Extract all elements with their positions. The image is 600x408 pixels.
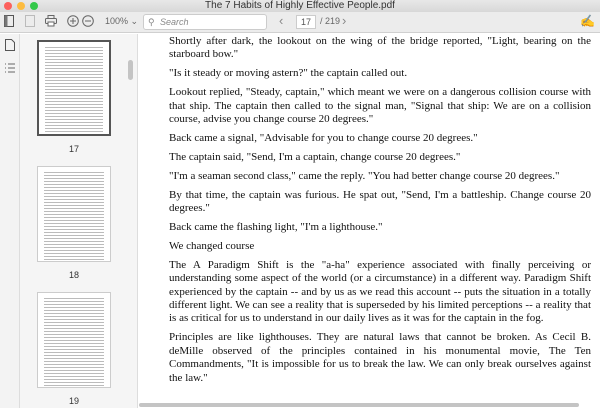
sidebar-toggle-icon[interactable]: [4, 15, 14, 30]
horizontal-scrollbar[interactable]: [139, 403, 579, 407]
print-icon[interactable]: [45, 15, 57, 30]
zoom-value: 100%: [105, 16, 129, 26]
zoom-button[interactable]: [30, 2, 38, 10]
paragraph: Principles are like lighthouses. They are natural laws that cannot be broken. As Cecil B. deMille observed of the principles contained in his monumental movie, The Ten Commandments, "It is impossible for us to break the law. We can only break ourselves against the law.": [169, 331, 591, 384]
paragraph: Shortly after dark, the lookout on the wing of the bridge reported, "Light, bearing on the starboard bow.": [169, 35, 591, 61]
next-page-button[interactable]: ›: [342, 13, 347, 28]
zoom-select[interactable]: [105, 16, 138, 27]
total-pages: / 219: [320, 16, 341, 26]
thumbnail-label: 19: [68, 396, 79, 406]
thumbnail-page[interactable]: [37, 40, 111, 136]
paragraph: By that time, the captain was furious. He spat out, "Send, I'm a battleship. Change course 20 degrees.": [169, 188, 591, 215]
paragraph: Lookout replied, "Steady, captain," which meant we were on a dangerous collision course with that ship. The captain then called to the signal man, "Signal that ship: We are on a collision course, advise you change course 20 degrees.": [169, 86, 591, 126]
paragraph: "I'm a seaman second class," came the reply. "You had better change course 20 degrees.": [169, 169, 560, 182]
thumbnail-panel: [20, 34, 138, 408]
paragraph: Back came a signal, "Advisable for you to change course 20 degrees.": [169, 131, 478, 144]
search-icon: ⚲: [148, 17, 155, 27]
zoom-out-icon[interactable]: [82, 15, 94, 30]
zoom-in-icon[interactable]: [67, 15, 79, 30]
close-button[interactable]: [4, 2, 12, 10]
sidebar-rail: [0, 34, 20, 408]
thumbnail-label: 17: [68, 144, 79, 154]
save-icon[interactable]: [25, 15, 35, 30]
paragraph: The captain said, "Send, I'm a captain, change course 20 degrees.": [169, 150, 461, 163]
paragraph: We changed course: [169, 239, 255, 252]
search-input[interactable]: [143, 14, 267, 30]
search-placeholder: Search: [160, 17, 189, 27]
paragraph: "Is it steady or moving astern?" the captain called out.: [169, 67, 408, 80]
title-bar: [0, 0, 600, 12]
paragraph: Back came the flashing light, "I'm a lighthouse.": [169, 220, 383, 233]
thumbnail-view-icon[interactable]: [5, 38, 15, 56]
pdf-page: [169, 35, 591, 390]
thumbnail-page[interactable]: [37, 292, 111, 388]
paragraph: The A Paradigm Shift is the "a-ha" experience associated with finally perceiving or understanding some aspect of the world (or a circumstance) in a different way. Paradigm Shift experienced by the captain -- and by us as we read this account -- puts the situation in a totally different light. We can see a reality that is superseded by his limited perceptions -- a reality that is as critical for us to understand in our daily lives as it was for the captain in the fog.: [169, 258, 591, 325]
toolbar: [0, 12, 600, 33]
previous-page-button[interactable]: ‹: [279, 13, 284, 28]
annotate-icon[interactable]: ✍: [580, 14, 595, 28]
window-controls: [4, 2, 38, 10]
document-view: [139, 34, 600, 408]
thumbnail-page[interactable]: [37, 166, 111, 262]
thumbnail-label: 18: [68, 270, 79, 280]
outline-view-icon[interactable]: [5, 60, 15, 78]
page-number-input[interactable]: 17: [296, 15, 316, 29]
chevron-down-icon: ⌄: [130, 16, 139, 26]
minimize-button[interactable]: [17, 2, 25, 10]
window-title: The 7 Habits of Highly Effective People.pdf: [205, 0, 395, 11]
thumbnail-scrollbar[interactable]: [128, 60, 133, 80]
